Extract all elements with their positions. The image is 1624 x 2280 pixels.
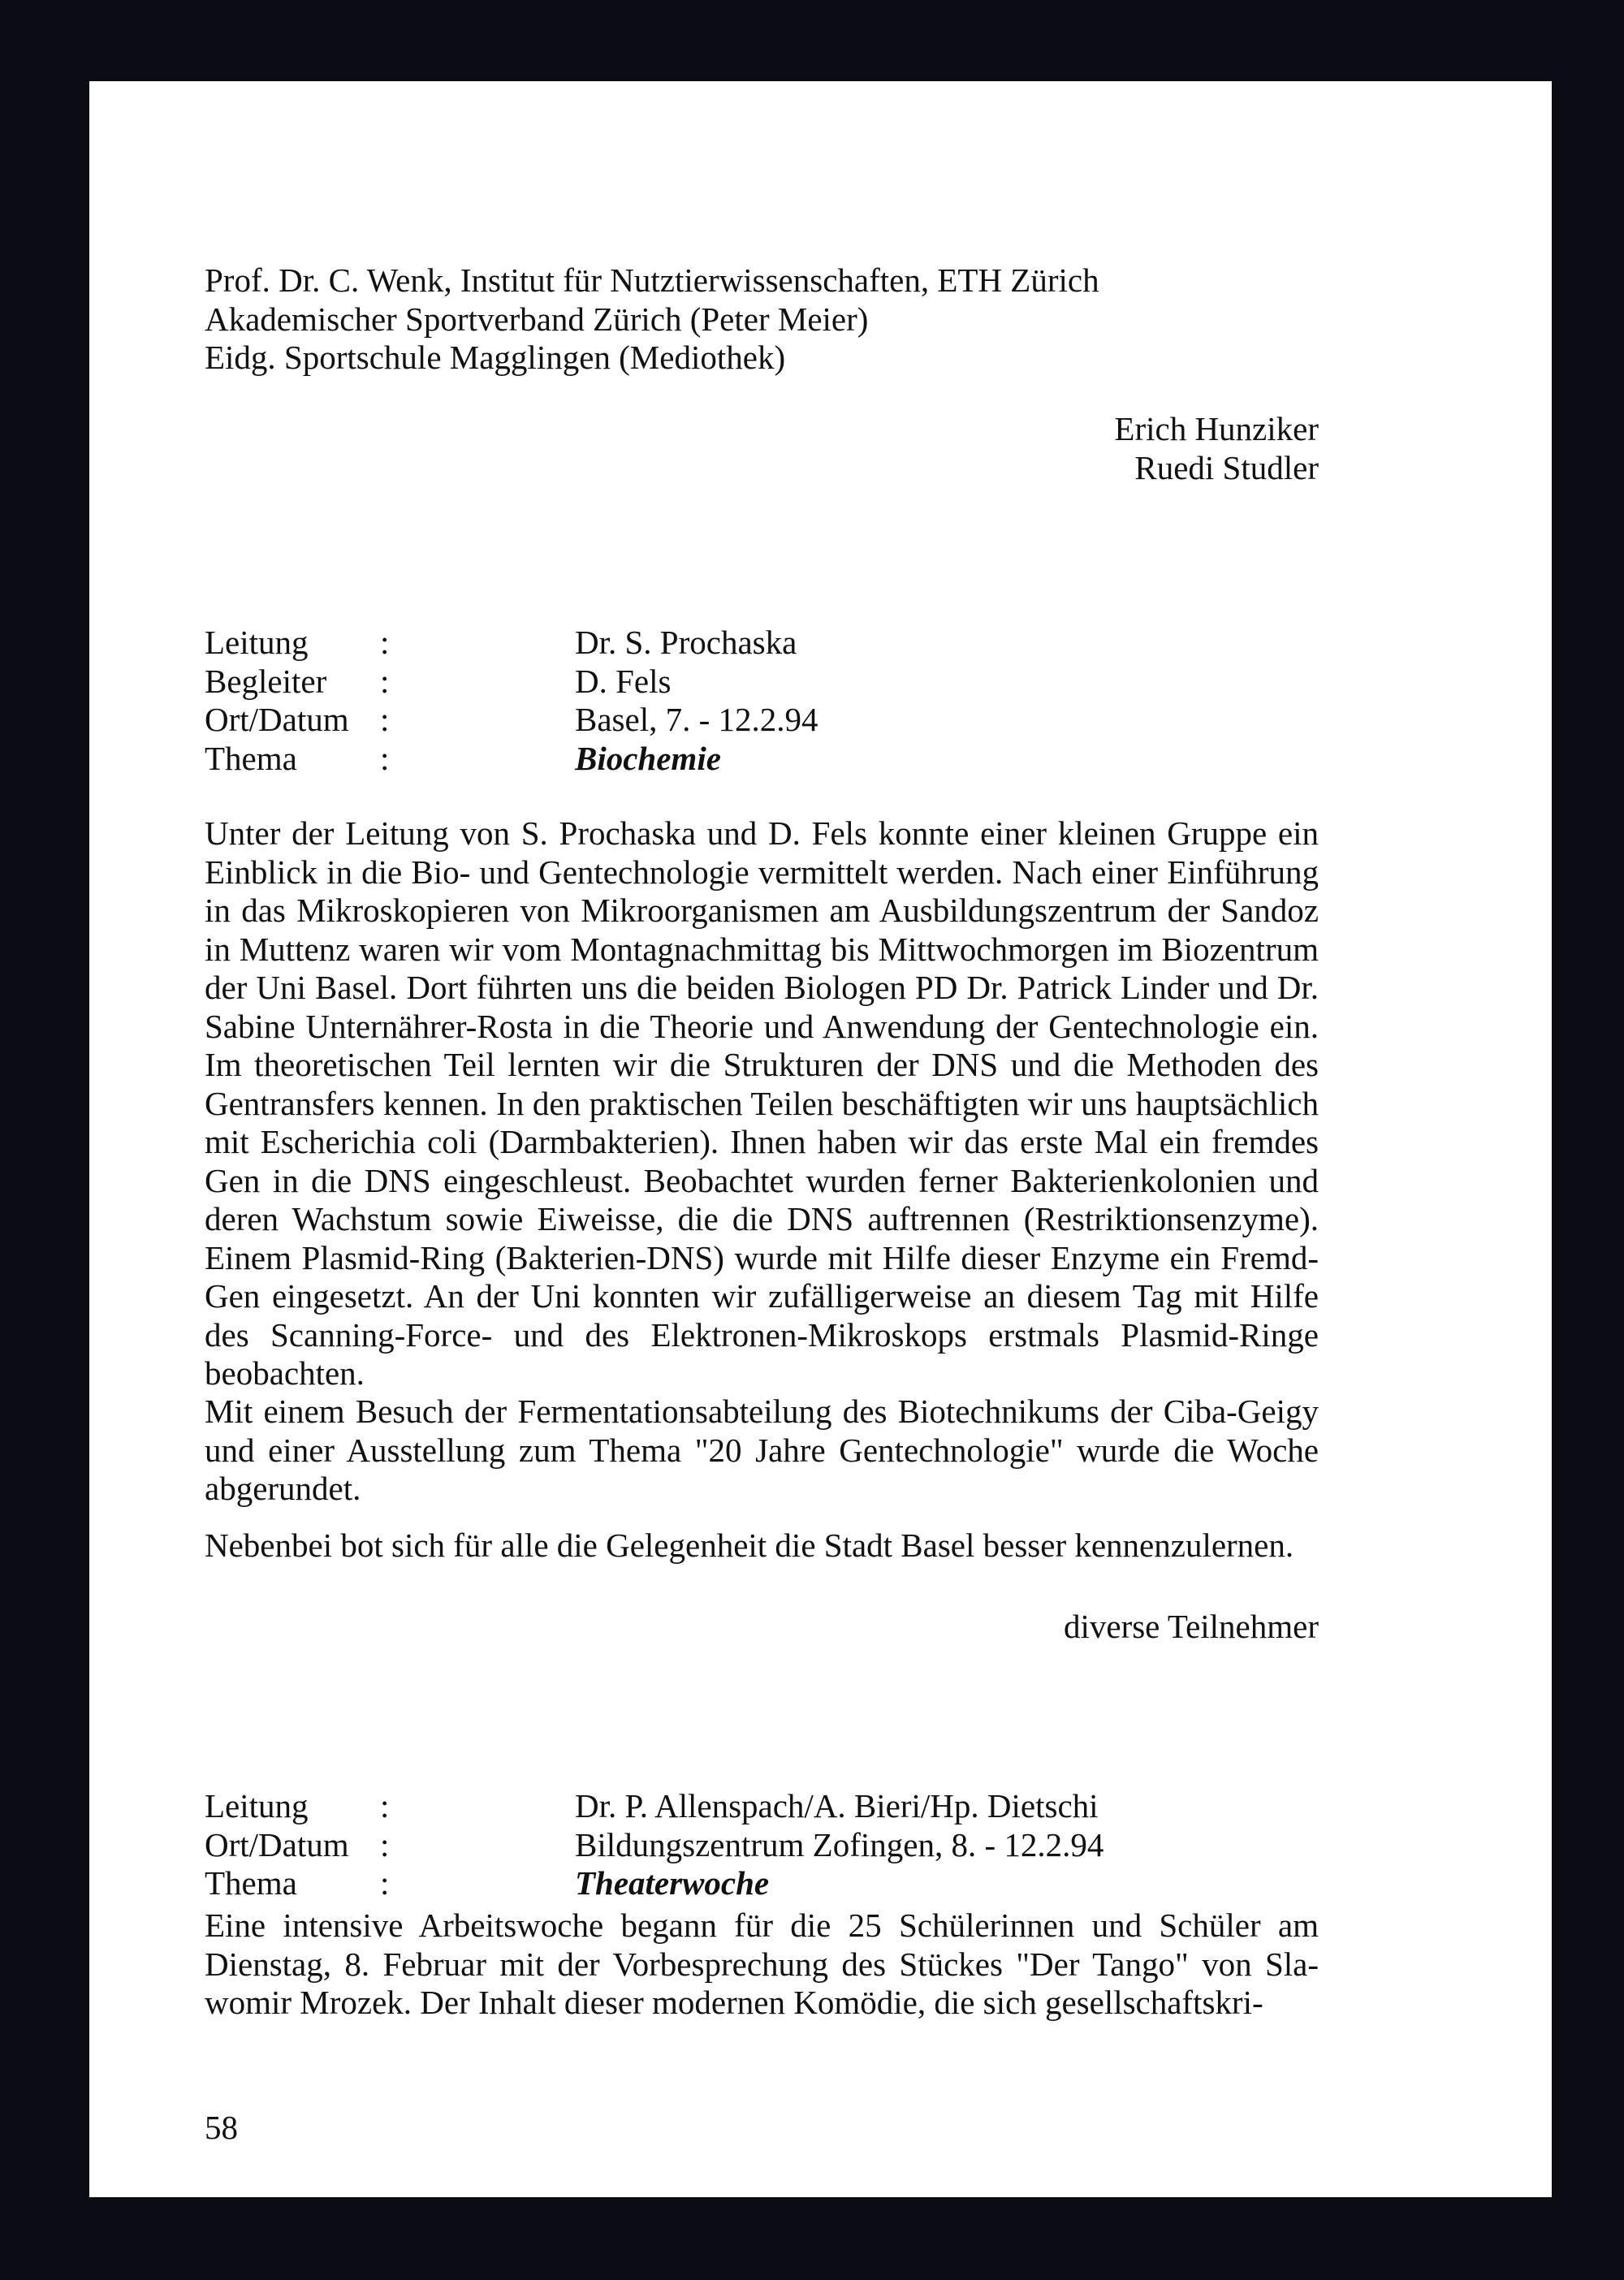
info-label: Begleiter [205,662,327,700]
page-number: 58 [205,2109,238,2146]
info-separator: : [380,1864,390,1902]
info-row-begleiter [205,663,1319,702]
recipient-list [205,261,1319,378]
body-paragraph: Mit einem Besuch der Fermentationsabteilung des Biotechnikums der Ciba-Geigy und einer Ausstellung zum Thema "20 Jahre Gentechnologie" wurde die Woche abgerundet. [205,1393,1319,1507]
info-value: Basel, 7. - 12.2.94 [575,701,818,738]
info-row-leitung [205,1787,1319,1826]
author-name: Ruedi Studler [1134,448,1319,486]
info-row-thema [205,1864,1319,1903]
info-row-ort-datum [205,701,1319,740]
recipient-line: Akademischer Sportverband Zürich (Peter Meier) [205,300,869,338]
info-row-ort-datum [205,1826,1319,1865]
info-label: Ort/Datum [205,701,349,738]
info-value: Dr. P. Allenspach/A. Bieri/Hp. Dietschi [575,1787,1099,1824]
info-separator: : [380,662,390,700]
course-info-biochemie [205,624,1319,778]
body-paragraph: Eine intensive Arbeitswoche begann für die 25 Schülerinnen und Schüler am Dienstag, 8. Februar mit der Vorbesprechung des Stückes "Der Tango" von Slawomir Mrozek. Der Inhalt dieser modernen Komödie, die sich gesellschaftskri- [205,1906,1319,2021]
info-label: Leitung [205,1787,309,1824]
info-row-thema [205,740,1319,779]
info-separator: : [380,701,390,738]
body-paragraph: Unter der Leitung von S. Prochaska und D. Fels konnte einer kleinen Gruppe ein Einblick in die Bio- und Gentechnologie vermittelt werden. Nach einer Einführung in das Mikroskopieren von Mikroorganismen am Ausbildungszentrum der Sandoz in Muttenz waren wir vom Montagnachmittag bis Mittwochmorgen im Biozentrum der Uni Basel. Dort führten uns die beiden Biologen PD Dr. Patrick Linder und Dr. Sabine Unternährer-Rosta in die Theorie und Anwendung der Gentechnologie ein. Im theoretischen Teil lernten wir die Strukturen der DNS und die Methoden des Gentransfers kennen. In den praktischen Teilen beschäftigten wir uns hauptsächlich mit Escherichia coli (Darmbakterien). Ihnen haben wir das erste Mal ein fremdes Gen in die DNS eingeschleust. Beobachtet wurden ferner Bakterienkolonien und deren Wachstum sowie Eiweisse, die die DNS auftrennen (Restriktionsenzyme). Einem Plasmid-Ring (Bakterien-DNS) wurde mit Hilfe dieser Enzyme ein Fremd-Gen eingesetzt. An der Uni konnten wir zufälligerweise an diesem Tag mit Hilfe des Scanning-Force- und des Elektronen-Mikroskops erstmals Plasmid-Ringe beobachten. [205,814,1319,1392]
body-paragraph: Nebenbei bot sich für alle die Gelegenheit die Stadt Basel besser kennenzulernen. [205,1526,1294,1564]
document-page [89,81,1552,2197]
info-separator: : [380,1825,390,1863]
info-value: Bildungszentrum Zofingen, 8. - 12.2.94 [575,1825,1104,1863]
author-name: Erich Hunziker [1114,410,1319,447]
recipient-line: Eidg. Sportschule Magglingen (Mediothek) [205,339,786,376]
info-value-theme: Biochemie [575,739,721,777]
author-signature [1114,410,1319,487]
info-value: Dr. S. Prochaska [575,624,797,661]
info-value: D. Fels [575,662,672,700]
info-separator: : [380,1787,390,1824]
info-row-leitung [205,624,1319,663]
info-separator: : [380,739,390,777]
info-label: Thema [205,739,297,777]
info-separator: : [380,624,390,661]
participants-signature: diverse Teilnehmer [1063,1608,1319,1645]
course-info-theaterwoche [205,1787,1319,1903]
recipient-line: Prof. Dr. C. Wenk, Institut für Nutztierwissenschaften, ETH Zürich [205,261,1099,299]
info-value-theme: Theaterwoche [575,1864,770,1902]
info-label: Leitung [205,624,309,661]
info-label: Ort/Datum [205,1825,349,1863]
info-label: Thema [205,1864,297,1902]
